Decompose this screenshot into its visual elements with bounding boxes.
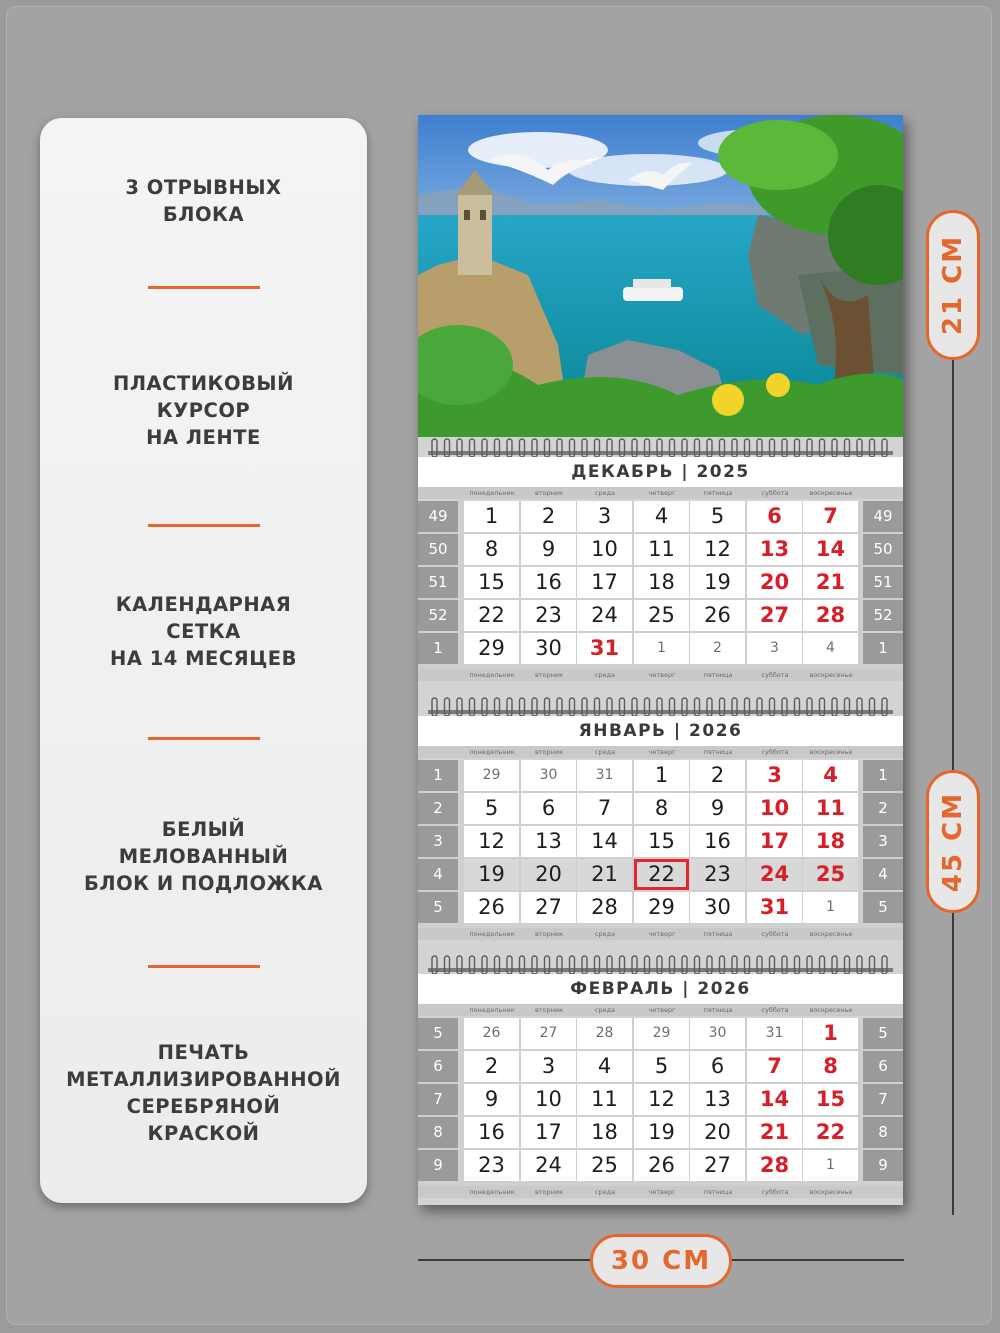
calendar-day: 8 xyxy=(634,793,689,824)
week-number: 5 xyxy=(418,1018,458,1049)
calendar-day: 30 xyxy=(690,1018,745,1049)
calendar-day: 13 xyxy=(747,534,802,565)
weekday-label: воскресенье xyxy=(809,1188,853,1196)
calendar-day: 20 xyxy=(747,567,802,598)
weekday-header xyxy=(418,1186,903,1198)
calendar-day: 26 xyxy=(464,892,519,923)
calendar-day: 18 xyxy=(634,567,689,598)
weekday-label: суббота xyxy=(761,748,789,756)
feature-divider xyxy=(148,737,260,740)
calendar-day: 21 xyxy=(577,859,632,890)
weekday-label: среда xyxy=(594,930,616,938)
weekday-label: вторник xyxy=(534,930,564,938)
calendar-day: 21 xyxy=(747,1117,802,1148)
week-number: 52 xyxy=(418,600,458,631)
month-title: ДЕКАБРЬ | 2025 xyxy=(418,457,903,487)
week-number: 7 xyxy=(863,1084,903,1115)
weekday-label: понедельник xyxy=(469,748,515,756)
weekday-label: пятница xyxy=(703,748,733,756)
week-number: 7 xyxy=(418,1084,458,1115)
calendar-day: 11 xyxy=(577,1084,632,1115)
weekday-header xyxy=(418,746,903,758)
calendar-day: 4 xyxy=(803,760,858,791)
calendar-day: 19 xyxy=(464,859,519,890)
weekday-header xyxy=(418,1004,903,1016)
calendar-day: 29 xyxy=(634,892,689,923)
weekday-label: понедельник xyxy=(469,1188,515,1196)
week-number: 9 xyxy=(418,1150,458,1181)
calendar-day: 30 xyxy=(521,760,576,791)
weekday-label: пятница xyxy=(703,1188,733,1196)
week-number: 2 xyxy=(418,793,458,824)
weekday-label: воскресенье xyxy=(809,671,853,679)
calendar-day: 1 xyxy=(634,760,689,791)
calendar-day: 12 xyxy=(690,534,745,565)
week-number: 50 xyxy=(863,534,903,565)
week-number: 4 xyxy=(863,859,903,890)
calendar-day: 27 xyxy=(521,1018,576,1049)
week-number: 49 xyxy=(418,501,458,532)
calendar-day: 2 xyxy=(690,633,745,664)
month-block xyxy=(418,437,903,687)
weekday-label: четверг xyxy=(648,1188,676,1196)
calendar-day: 10 xyxy=(747,793,802,824)
calendar-day: 5 xyxy=(464,793,519,824)
calendar-day: 5 xyxy=(690,501,745,532)
weekday-label: среда xyxy=(594,671,616,679)
calendar-day: 11 xyxy=(634,534,689,565)
calendar-day: 29 xyxy=(464,760,519,791)
calendar-day: 29 xyxy=(634,1018,689,1049)
calendar-day: 3 xyxy=(747,760,802,791)
calendar-day: 23 xyxy=(521,600,576,631)
feature-divider xyxy=(148,286,260,289)
wire-binding xyxy=(428,954,893,976)
calendar-day: 27 xyxy=(521,892,576,923)
calendar-day: 18 xyxy=(803,826,858,857)
calendar-day: 12 xyxy=(634,1084,689,1115)
calendar-day: 3 xyxy=(747,633,802,664)
feature-14-month-grid: КАЛЕНДАРНАЯ СЕТКА НА 14 МЕСЯЦЕВ xyxy=(110,593,297,670)
calendar-day: 20 xyxy=(690,1117,745,1148)
calendar-day: 24 xyxy=(521,1150,576,1181)
calendar-day: 17 xyxy=(577,567,632,598)
weekday-label: вторник xyxy=(534,489,564,497)
width-label: 30 СМ xyxy=(590,1234,732,1288)
calendar-day: 9 xyxy=(521,534,576,565)
weekday-label: понедельник xyxy=(469,671,515,679)
weekday-label: понедельник xyxy=(469,489,515,497)
weekday-label: четверг xyxy=(648,930,676,938)
weekday-label: воскресенье xyxy=(809,489,853,497)
weekday-label: воскресенье xyxy=(809,748,853,756)
calendar-day: 3 xyxy=(521,1051,576,1082)
weekday-label: суббота xyxy=(761,489,789,497)
calendar-day: 17 xyxy=(747,826,802,857)
calendar-day: 6 xyxy=(690,1051,745,1082)
weekday-label: вторник xyxy=(534,1006,564,1014)
week-number: 3 xyxy=(418,826,458,857)
calendar-day: 31 xyxy=(577,633,632,664)
week-number: 1 xyxy=(863,633,903,664)
week-number: 5 xyxy=(418,892,458,923)
weekday-label: пятница xyxy=(703,489,733,497)
calendar-day: 28 xyxy=(747,1150,802,1181)
calendar-day: 26 xyxy=(464,1018,519,1049)
calendar-day: 27 xyxy=(690,1150,745,1181)
calendar-day: 11 xyxy=(803,793,858,824)
calendar-day: 14 xyxy=(803,534,858,565)
calendar-day: 13 xyxy=(690,1084,745,1115)
calendar-day: 19 xyxy=(690,567,745,598)
wire-binding xyxy=(428,696,893,718)
feature-silver-print: ПЕЧАТЬ МЕТАЛЛИЗИРОВАННОЙ СЕРЕБРЯНОЙ КРАСКОЙ xyxy=(66,1041,341,1145)
calendar-day: 8 xyxy=(464,534,519,565)
calendar-day: 6 xyxy=(747,501,802,532)
calendar-day: 4 xyxy=(803,633,858,664)
month-block xyxy=(418,696,903,946)
weekday-label: воскресенье xyxy=(809,1006,853,1014)
calendar-day: 16 xyxy=(521,567,576,598)
calendar-day: 1 xyxy=(803,892,858,923)
weekday-header xyxy=(418,487,903,499)
calendar-day: 9 xyxy=(464,1084,519,1115)
calendar-day: 27 xyxy=(747,600,802,631)
weekday-label: четверг xyxy=(648,489,676,497)
week-number: 1 xyxy=(418,760,458,791)
header-photo xyxy=(418,115,903,437)
calendar-day: 1 xyxy=(634,633,689,664)
calendar-day: 23 xyxy=(690,859,745,890)
calendar-day: 28 xyxy=(577,892,632,923)
calendar-day: 22 xyxy=(464,600,519,631)
calendar-day: 26 xyxy=(634,1150,689,1181)
calendar-day: 25 xyxy=(803,859,858,890)
calendar-day: 22 xyxy=(803,1117,858,1148)
wall-calendar xyxy=(418,115,903,1205)
week-number: 5 xyxy=(863,1018,903,1049)
calendar-day: 18 xyxy=(577,1117,632,1148)
calendar-day: 7 xyxy=(577,793,632,824)
calendar-day: 12 xyxy=(464,826,519,857)
calendar-day: 1 xyxy=(803,1018,858,1049)
week-number: 51 xyxy=(418,567,458,598)
calendar-day: 21 xyxy=(803,567,858,598)
week-number: 1 xyxy=(418,633,458,664)
calendar-day: 6 xyxy=(521,793,576,824)
weekday-label: вторник xyxy=(534,748,564,756)
feature-coated-paper: БЕЛЫЙ МЕЛОВАННЫЙ БЛОК И ПОДЛОЖКА xyxy=(84,818,323,895)
calendar-day: 13 xyxy=(521,826,576,857)
calendar-day: 31 xyxy=(577,760,632,791)
weekday-label: вторник xyxy=(534,671,564,679)
weekday-label: суббота xyxy=(761,1188,789,1196)
month-title: ФЕВРАЛЬ | 2026 xyxy=(418,974,903,1004)
calendar-day: 30 xyxy=(521,633,576,664)
calendar-day: 10 xyxy=(577,534,632,565)
week-number: 50 xyxy=(418,534,458,565)
calendar-day: 8 xyxy=(803,1051,858,1082)
calendar-day: 29 xyxy=(464,633,519,664)
weekday-label: понедельник xyxy=(469,1006,515,1014)
calendar-day: 31 xyxy=(747,892,802,923)
weekday-label: среда xyxy=(594,748,616,756)
feature-plastic-cursor: ПЛАСТИКОВЫЙ КУРСОР НА ЛЕНТЕ xyxy=(113,372,294,449)
calendar-day: 22 xyxy=(634,859,689,890)
weekday-label: четверг xyxy=(648,748,676,756)
weekday-label: суббота xyxy=(761,1006,789,1014)
week-number: 4 xyxy=(418,859,458,890)
calendar-day: 5 xyxy=(634,1051,689,1082)
calendar-day: 4 xyxy=(634,501,689,532)
weekday-label: четверг xyxy=(648,1006,676,1014)
feature-divider xyxy=(148,965,260,968)
features-panel xyxy=(40,118,367,1203)
weekday-label: суббота xyxy=(761,930,789,938)
weekday-label: среда xyxy=(594,1188,616,1196)
week-number: 52 xyxy=(863,600,903,631)
calendar-day: 15 xyxy=(634,826,689,857)
total-height-label: 45 СМ xyxy=(926,770,980,913)
week-number: 1 xyxy=(863,760,903,791)
week-number: 6 xyxy=(863,1051,903,1082)
calendar-day: 2 xyxy=(521,501,576,532)
calendar-day: 31 xyxy=(747,1018,802,1049)
weekday-label: пятница xyxy=(703,671,733,679)
calendar-day: 24 xyxy=(747,859,802,890)
week-number: 3 xyxy=(863,826,903,857)
calendar-day: 16 xyxy=(464,1117,519,1148)
calendar-day: 28 xyxy=(577,1018,632,1049)
weekday-header xyxy=(418,669,903,681)
calendar-day: 30 xyxy=(690,892,745,923)
calendar-day: 7 xyxy=(747,1051,802,1082)
calendar-day: 20 xyxy=(521,859,576,890)
calendar-day: 15 xyxy=(803,1084,858,1115)
feature-divider xyxy=(148,524,260,527)
week-number: 9 xyxy=(863,1150,903,1181)
calendar-day: 24 xyxy=(577,600,632,631)
calendar-day: 14 xyxy=(747,1084,802,1115)
calendar-day: 9 xyxy=(690,793,745,824)
weekday-label: среда xyxy=(594,1006,616,1014)
week-number: 8 xyxy=(418,1117,458,1148)
week-number: 8 xyxy=(863,1117,903,1148)
calendar-day: 7 xyxy=(803,501,858,532)
calendar-day: 28 xyxy=(803,600,858,631)
month-title: ЯНВАРЬ | 2026 xyxy=(418,716,903,746)
calendar-day: 25 xyxy=(577,1150,632,1181)
calendar-day: 4 xyxy=(577,1051,632,1082)
calendar-day: 17 xyxy=(521,1117,576,1148)
weekday-label: суббота xyxy=(761,671,789,679)
week-number: 49 xyxy=(863,501,903,532)
week-number: 51 xyxy=(863,567,903,598)
height-dimension-line xyxy=(952,215,954,1215)
calendar-day: 16 xyxy=(690,826,745,857)
calendar-day: 23 xyxy=(464,1150,519,1181)
calendar-day: 1 xyxy=(803,1150,858,1181)
weekday-label: среда xyxy=(594,489,616,497)
wire-binding xyxy=(428,437,893,459)
calendar-day: 10 xyxy=(521,1084,576,1115)
week-number: 5 xyxy=(863,892,903,923)
calendar-day: 19 xyxy=(634,1117,689,1148)
calendar-day: 2 xyxy=(464,1051,519,1082)
calendar-day: 25 xyxy=(634,600,689,631)
weekday-label: понедельник xyxy=(469,930,515,938)
week-number: 6 xyxy=(418,1051,458,1082)
header-height-label: 21 СМ xyxy=(926,210,980,360)
weekday-label: пятница xyxy=(703,930,733,938)
weekday-label: воскресенье xyxy=(809,930,853,938)
weekday-header xyxy=(418,928,903,940)
calendar-day: 2 xyxy=(690,760,745,791)
calendar-day: 1 xyxy=(464,501,519,532)
month-block xyxy=(418,954,903,1204)
calendar-day: 14 xyxy=(577,826,632,857)
calendar-day: 3 xyxy=(577,501,632,532)
calendar-day: 26 xyxy=(690,600,745,631)
weekday-label: четверг xyxy=(648,671,676,679)
weekday-label: вторник xyxy=(534,1188,564,1196)
week-number: 2 xyxy=(863,793,903,824)
weekday-label: пятница xyxy=(703,1006,733,1014)
feature-tear-off-blocks: 3 ОТРЫВНЫХ БЛОКА xyxy=(125,176,282,226)
calendar-day: 15 xyxy=(464,567,519,598)
